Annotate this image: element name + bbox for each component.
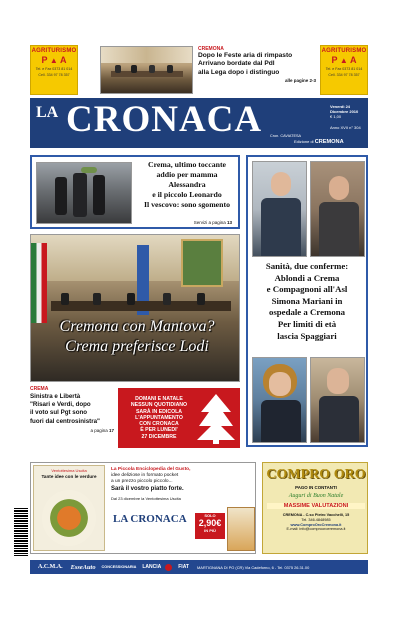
masthead-date: Venerdì 24 Dicembre 2010: [330, 104, 359, 114]
esseauto-logo: EsseAuto: [70, 563, 96, 571]
top-story-headline: Dopo le Feste aria di rimpasto Arrivano bordate dal Pdl alla Lega dopo i distinguo: [198, 52, 293, 76]
agriturismo-tel: Tel. e Fax 0373 81 014: [35, 67, 73, 71]
agriturismo-label: AGRITURISMO: [31, 48, 77, 54]
mariani-photo: [252, 357, 307, 443]
lancia-logo: LANCIA: [142, 564, 162, 570]
agriturismo-cell: Cell. 334 97 78 357: [38, 73, 70, 77]
notice-box: [118, 388, 240, 448]
encyclopedia-paper: LA CRONACA: [113, 513, 187, 525]
story-crema2-ref: a pagina 17: [90, 427, 114, 433]
main-photo: [30, 234, 240, 382]
dealer-address: MARTIGNANA DI PO (CR) Via Cadeforno, 6 - Tel. 0375 26.31.00: [197, 564, 310, 570]
agriturismo-cell: Cell. 334 97 78 357: [328, 73, 360, 77]
notice-text: DOMANI E NATALE NESSUN QUOTIDIANO SARÀ IN EDICOLA L'APPUNTAMENTO CON CRONACA È PER LUNEDI' 27 DICEMBRE: [130, 395, 188, 440]
agriturismo-label: AGRITURISMO: [321, 48, 367, 54]
agriturismo-tel: Tel. e Fax 0373 81 014: [325, 67, 363, 71]
lancia-shield-icon: [165, 564, 172, 571]
masthead-date-block: [330, 104, 366, 130]
encyclopedia-cover: [33, 465, 105, 551]
encyclopedia-text: La Piccola Enciclopedia del Gusto, idee deliziose in formato pocket a un prezzo piccolo piccolo... Sarà il vostro piatto forte. Dal 23 dicembre la Ventottesima Uscita: [111, 467, 191, 501]
tree-icon: ▲: [339, 56, 348, 65]
agriturismo-name: P ▲ A: [41, 55, 67, 65]
food-plate: [42, 490, 96, 546]
masthead-title: CRONACA: [66, 99, 263, 140]
compro-oro-ad[interactable]: [262, 462, 368, 554]
masthead-edition: Edizione di CREMONA: [294, 139, 344, 145]
compro-oro-wish: Auguri di Buon Natale: [288, 493, 344, 499]
encyclopedia-book: [227, 507, 255, 551]
story-crema2-section: CREMA: [30, 386, 49, 392]
masthead-la: LA: [36, 104, 59, 121]
top-story[interactable]: [198, 46, 316, 96]
masthead-sub: Cron. CAVIATESA: [270, 134, 302, 138]
top-story-section: CREMONA: [198, 46, 224, 52]
story-crema2-headline: Sinistra e Libertà "Risari e Verdi, dopo il voto sul Pgt sono fuori dal centrosinistra": [30, 393, 100, 425]
compagnoni-photo: [310, 161, 365, 257]
agriturismo-ad-left[interactable]: [30, 45, 78, 95]
fiat-logo: FIAT: [178, 564, 189, 570]
compro-oro-contacts: CREMONA - C.so Pietro Vacchelli, 15 Tel. 346.4848985 www.ComproOroCremona.it E-mail: info@comprooroeremona.it: [282, 513, 350, 532]
italian-flag: [31, 243, 47, 323]
masthead-price: € 1,00: [330, 114, 342, 119]
tree-icon: ▲: [49, 56, 58, 65]
banner: [181, 239, 223, 287]
sanita-headline: Sanità, due conferme: Ablondi a Crema e Compagnoni all'Asl Simona Mariani in ospedale a Cremona Per limiti di età lascia Spaggiari: [265, 261, 349, 341]
agriturismo-name: P ▲ A: [331, 55, 357, 65]
story-crema2[interactable]: [30, 386, 114, 452]
christmas-tree-icon: [197, 392, 235, 444]
compro-oro-claim: MASSIME VALUTAZIONI: [267, 503, 365, 509]
spaggiari-photo: [310, 357, 365, 443]
council-photo: [100, 46, 193, 94]
sanita-box[interactable]: [246, 155, 368, 447]
top-story-ref: alle pagine 2-3: [284, 78, 316, 84]
story-crema-headline: Crema, ultimo toccante addio per mamma Alessandra e il piccolo Leonardo Il vescovo: sono sgomento: [144, 160, 230, 209]
story-crema-ref: Servizi a pagina 13: [193, 220, 232, 225]
encyclopedia-price-badge: SOLO 2,90€ IN PIÙ: [195, 513, 225, 539]
story-crema-box[interactable]: [30, 155, 240, 229]
funeral-photo: [36, 162, 132, 224]
compro-oro-title: COMPRO ORO: [266, 467, 366, 482]
encyclopedia-cover-title: Tante idee con le verdure: [41, 474, 97, 479]
barcode: [14, 508, 28, 556]
masthead-year-no: Anno XVII n° 304: [330, 125, 361, 130]
encyclopedia-ad[interactable]: [30, 462, 256, 554]
encyclopedia-kicker: Ventottesima Uscita: [51, 468, 87, 473]
compro-oro-sub: PAGO IN CONTANTI: [295, 485, 337, 490]
ablondi-photo: [252, 161, 307, 257]
concessionaria-label: CONCESSIONARIA: [101, 565, 137, 569]
acma-logo: A.C.M.A.: [38, 564, 63, 570]
masthead: [30, 98, 368, 148]
bottom-bar[interactable]: [30, 560, 368, 574]
agriturismo-ad-right[interactable]: [320, 45, 368, 95]
main-photo-caption: Cremona con Mantova? Crema preferisce Lodi: [59, 318, 215, 355]
